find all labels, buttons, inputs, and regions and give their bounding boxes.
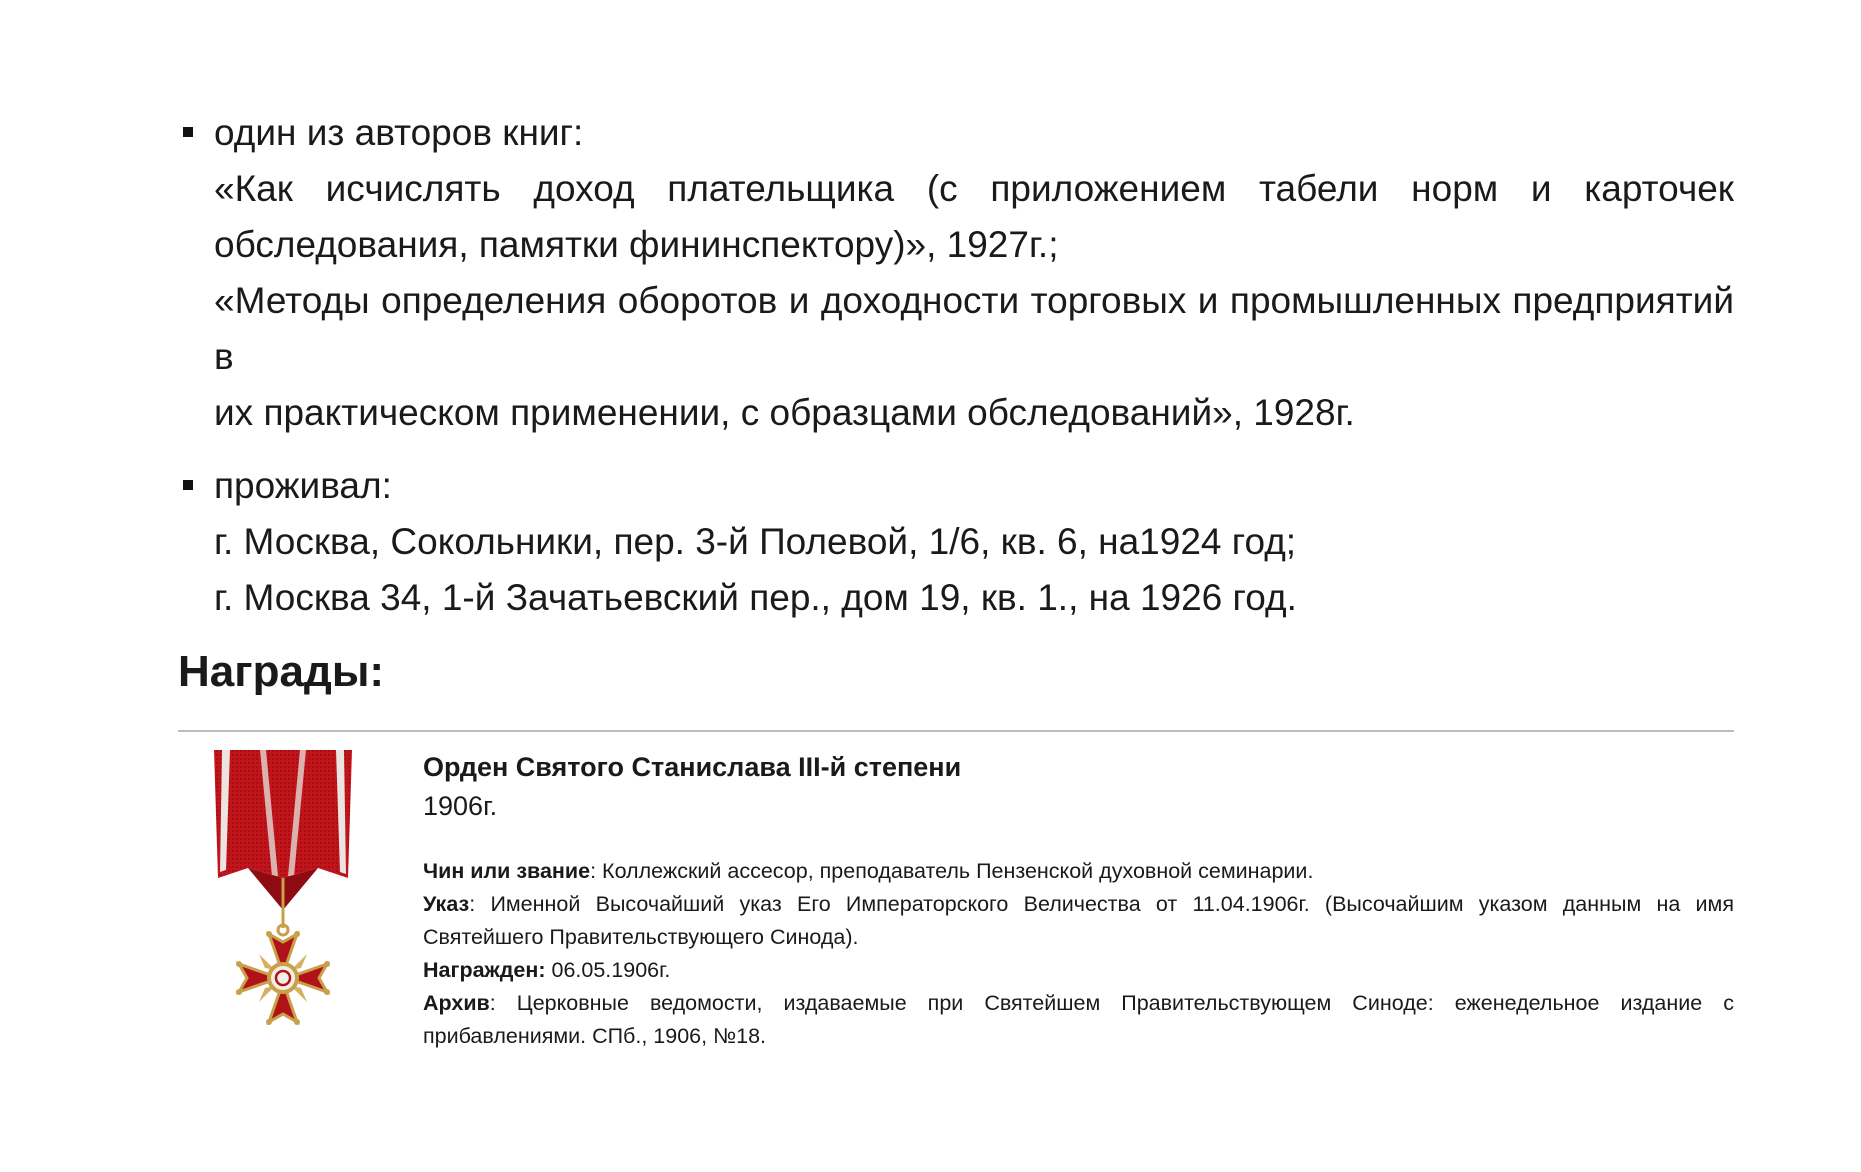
bullet-residence [178,458,1734,626]
square-bullet-icon [183,127,193,137]
rank-label: Чин или звание [423,859,591,883]
rank-row [423,855,1734,888]
award-year: 1906г. [423,791,498,821]
awarded-value: 06.05.1906г. [545,958,671,982]
residence-intro: проживал: [214,465,392,506]
square-bullet-icon [183,480,193,490]
book-2-line-1: «Методы определения оборотов и доходности торговых и промышленных предприятий в [214,280,1734,377]
residence-address-1: г. Москва, Сокольники, пер. 3-й Полевой, 1/6, кв. 6, на1924 год; [214,521,1297,562]
award-entry [178,745,1734,1048]
books-intro: один из авторов книг: [214,112,584,153]
book-1-line-2: обследования, памятки фининспектору)», 1927г.; [214,224,1059,265]
decree-value: : Именной Высочайший указ Его Императорского Величества от 11.04.1906г. (Высочайшим указом данным на имя Святейшего Правительствующего Синода). [423,892,1734,949]
archive-label: Архив [423,991,490,1015]
award-detail-list [423,855,1734,1053]
bullet-books [178,105,1734,441]
book-1-line-1: «Как исчислять доход плательщика (с приложением табели норм и карточек [214,168,1734,209]
awarded-label: Награжден: [423,958,546,982]
award-title: Орден Святого Станислава III-й степени [423,752,962,782]
archive-value: : Церковные ведомости, издаваемые при Святейшем Правительствующем Синоде: еженедельное издание с прибавлениями. СПб., 1906, №18. [423,991,1734,1048]
info-bullet-list [178,105,1734,626]
archive-row [423,987,1734,1053]
award-details [423,745,1734,1053]
residence-address-2: г. Москва 34, 1-й Зачатьевский пер., дом 19, кв. 1., на 1926 год. [214,577,1297,618]
book-2-line-2: их практическом применении, с образцами обследований», 1928г. [214,392,1355,433]
section-divider [178,730,1734,732]
decree-row [423,888,1734,954]
decree-label: Указ [423,892,470,916]
awards-heading: Награды: [178,647,385,696]
awarded-row [423,954,1734,987]
rank-value: : Коллежский ассесор, преподаватель Пензенской духовной семинарии. [590,859,1314,883]
order-of-saint-stanislaus-medal-icon [208,750,358,1032]
